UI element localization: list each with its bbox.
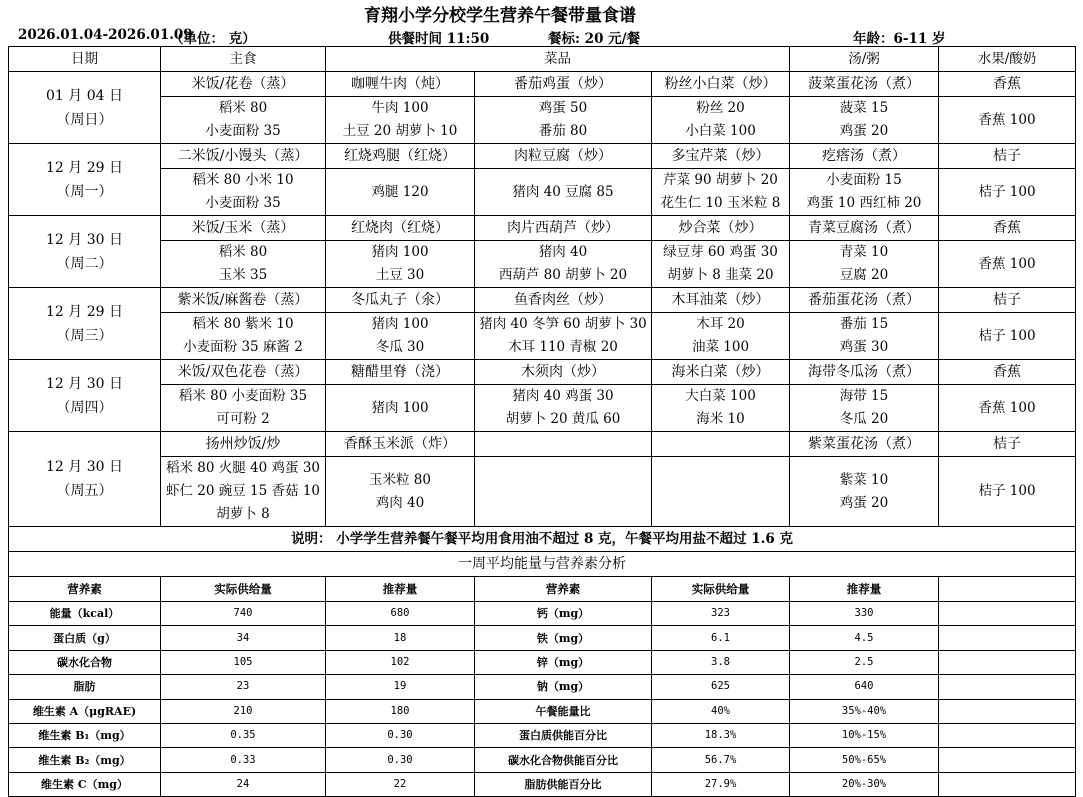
staple-name: 二米饭/小馒头（蒸） xyxy=(161,144,326,169)
nutrient-name: 维生素 B₂（mg） xyxy=(9,748,161,772)
dish-name: 木耳油菜（炒） xyxy=(652,288,790,313)
ingredient-line: 西葫芦 80 胡萝卜 20 xyxy=(498,267,628,283)
nutrition-value: 323 xyxy=(652,602,790,626)
dish-ingredients xyxy=(475,313,652,360)
dish-name: 番茄鸡蛋（炒） xyxy=(475,72,652,97)
ingredient-line: 番茄 80 xyxy=(538,123,588,139)
note-text: 说明： 小学学生营养餐午餐平均用食用油不超过 8 克，午餐平均用盐不超过 1.6 克 xyxy=(9,527,1076,552)
dish-name xyxy=(652,432,790,457)
ingredient-line: 油菜 100 xyxy=(691,339,750,355)
dish-name: 木须肉（炒） xyxy=(475,360,652,385)
nutrient-name: 脂肪供能百分比 xyxy=(475,772,652,796)
dish-name: 肉粒豆腐（炒） xyxy=(475,144,652,169)
dish-ingredients xyxy=(326,385,475,432)
ingredient-line: 稻米 80 紫米 10 xyxy=(192,316,294,332)
ingredient-line: 稻米 80 小麦面粉 35 xyxy=(178,388,308,404)
ingredient-line: 花生仁 10 玉米粒 8 xyxy=(660,195,781,211)
ingredient-line: 番茄 15 xyxy=(839,316,889,332)
age-range: 年龄：6-11 岁 xyxy=(853,31,946,47)
day-cell xyxy=(9,432,161,527)
nutrition-value: 50%-65% xyxy=(790,748,939,772)
ingredient-line: 玉米 35 xyxy=(218,267,268,283)
ingredient-line: 桔子 100 xyxy=(978,483,1036,499)
ingredient-line: 大白菜 100 xyxy=(685,388,756,404)
nutrition-header: 营养素 xyxy=(475,577,652,602)
empty-cell xyxy=(939,748,1076,772)
day-date: 12 月 29 日 xyxy=(46,303,123,320)
dish-name: 海米白菜（炒） xyxy=(652,360,790,385)
ingredient-line: 香蕉 100 xyxy=(978,255,1036,272)
dish-ingredients xyxy=(475,385,652,432)
ingredient-line: 紫菜 10 xyxy=(839,471,889,488)
ingredient-line: 胡萝卜 8 xyxy=(216,506,270,522)
ingredient-line: 可可粉 2 xyxy=(216,411,270,427)
nutrition-value: 20%-30% xyxy=(790,772,939,796)
fruit-ingredients xyxy=(939,313,1076,360)
soup-name: 番茄蛋花汤（煮） xyxy=(790,288,939,313)
empty-cell xyxy=(939,650,1076,674)
ingredient-line: 稻米 80 xyxy=(218,244,268,260)
nutrient-name: 维生素 B₁（mg） xyxy=(9,723,161,747)
nutrition-header: 实际供给量 xyxy=(652,577,790,602)
dish-name: 冬瓜丸子（氽） xyxy=(326,288,475,313)
nutrition-value: 105 xyxy=(161,650,326,674)
nutrient-name: 维生素 A（μgRAE) xyxy=(9,699,161,723)
ingredient-line: 猪肉 100 xyxy=(371,399,429,416)
ingredient-line: 土豆 30 xyxy=(375,267,425,283)
soup-ingredients xyxy=(790,313,939,360)
menu-table xyxy=(8,46,1076,797)
nutrition-value: 102 xyxy=(326,650,475,674)
nutrition-value: 3.8 xyxy=(652,650,790,674)
dish-name: 多宝芹菜（炒） xyxy=(652,144,790,169)
dish-ingredients xyxy=(475,241,652,288)
day-cell xyxy=(9,72,161,144)
soup-name: 疙瘩汤（煮） xyxy=(790,144,939,169)
nutrition-value: 23 xyxy=(161,675,326,699)
dish-ingredients xyxy=(326,457,475,527)
dish-ingredients xyxy=(652,457,790,527)
nutrition-value: 0.35 xyxy=(161,723,326,747)
soup-ingredients xyxy=(790,241,939,288)
ingredient-line: 玉米粒 80 xyxy=(369,471,431,488)
fruit-name: 香蕉 xyxy=(939,216,1076,241)
staple-ingredients xyxy=(161,457,326,527)
empty-cell xyxy=(939,602,1076,626)
soup-name: 青菜豆腐汤（煮） xyxy=(790,216,939,241)
ingredient-line: 冬瓜 20 xyxy=(839,411,889,427)
dish-name: 红烧肉（红烧） xyxy=(326,216,475,241)
day-weekday: （周四） xyxy=(56,399,113,416)
ingredient-line: 鸡蛋 50 xyxy=(538,100,588,116)
nutrient-name: 碳水化合物 xyxy=(9,650,161,674)
ingredient-line: 木耳 110 青椒 20 xyxy=(508,339,618,355)
nutrient-name: 钙（mg） xyxy=(475,602,652,626)
ingredient-line: 鸡肉 40 xyxy=(375,494,425,511)
dish-ingredients xyxy=(652,313,790,360)
nutrition-value: 0.30 xyxy=(326,723,475,747)
ingredient-line: 海米 10 xyxy=(696,411,745,427)
dish-name: 鱼香肉丝（炒） xyxy=(475,288,652,313)
header-soup: 汤/粥 xyxy=(790,47,939,72)
dish-ingredients xyxy=(652,385,790,432)
dish-name: 肉片西葫芦（炒） xyxy=(475,216,652,241)
ingredient-line: 青菜 10 xyxy=(839,244,889,260)
dish-name: 糖醋里脊（浇） xyxy=(326,360,475,385)
ingredient-line: 海带 15 xyxy=(839,388,889,404)
ingredient-line: 小麦面粉 35 xyxy=(205,123,281,139)
dish-ingredients xyxy=(326,169,475,216)
ingredient-line: 豆腐 20 xyxy=(839,267,889,283)
header-staple: 主食 xyxy=(161,47,326,72)
day-weekday: （周一） xyxy=(56,183,113,200)
nutrition-value: 35%-40% xyxy=(790,699,939,723)
ingredient-line: 牛肉 100 xyxy=(371,100,429,116)
dish-name: 炒合菜（炒） xyxy=(652,216,790,241)
ingredient-line: 小白菜 100 xyxy=(685,123,756,139)
dish-name xyxy=(475,432,652,457)
soup-ingredients xyxy=(790,457,939,527)
empty-cell xyxy=(939,772,1076,796)
ingredient-line: 鸡蛋 30 xyxy=(839,339,889,355)
nutrition-value: 0.33 xyxy=(161,748,326,772)
fruit-name: 香蕉 xyxy=(939,360,1076,385)
dish-name: 咖喱牛肉（炖） xyxy=(326,72,475,97)
staple-name: 紫米饭/麻酱卷（蒸） xyxy=(161,288,326,313)
fruit-name: 香蕉 xyxy=(939,72,1076,97)
nutrition-value: 640 xyxy=(790,675,939,699)
empty-cell xyxy=(939,675,1076,699)
staple-ingredients xyxy=(161,313,326,360)
nutrition-value: 180 xyxy=(326,699,475,723)
nutrition-value: 56.7% xyxy=(652,748,790,772)
nutrition-header: 实际供给量 xyxy=(161,577,326,602)
nutrition-value: 740 xyxy=(161,602,326,626)
ingredient-line: 菠菜 15 xyxy=(839,100,889,116)
page-title: 育翔小学分校学生营养午餐带量食谱 xyxy=(364,6,636,26)
fruit-name: 桔子 xyxy=(939,144,1076,169)
ingredient-line: 木耳 20 xyxy=(696,316,745,332)
ingredient-line: 桔子 100 xyxy=(978,183,1036,200)
nutrition-title: 一周平均能量与营养素分析 xyxy=(9,552,1076,577)
nutrition-value: 19 xyxy=(326,675,475,699)
dish-ingredients xyxy=(475,169,652,216)
staple-name: 米饭/玉米（蒸） xyxy=(161,216,326,241)
ingredient-line: 绿豆芽 60 鸡蛋 30 xyxy=(663,244,778,260)
staple-name: 扬州炒饭/炒 xyxy=(161,432,326,457)
soup-ingredients xyxy=(790,97,939,144)
ingredient-line: 小麦面粉 35 麻酱 2 xyxy=(183,339,303,355)
dish-ingredients xyxy=(652,169,790,216)
staple-name: 米饭/花卷（蒸） xyxy=(161,72,326,97)
nutrition-value: 6.1 xyxy=(652,626,790,650)
nutrition-value: 4.5 xyxy=(790,626,939,650)
nutrient-name: 维生素 C（mg） xyxy=(9,772,161,796)
ingredient-line: 鸡蛋 10 西红柿 20 xyxy=(806,195,922,211)
fruit-ingredients xyxy=(939,169,1076,216)
ingredient-line: 芹菜 90 胡萝卜 20 xyxy=(663,172,778,188)
nutrient-name: 钠（mg） xyxy=(475,675,652,699)
nutrition-value: 40% xyxy=(652,699,790,723)
meal-standard: 餐标: 20 元/餐 xyxy=(548,31,641,47)
date-range: 2026.01.04-2026.01.09 xyxy=(18,27,193,43)
ingredient-line: 胡萝卜 20 黄瓜 60 xyxy=(505,411,621,427)
day-date: 12 月 29 日 xyxy=(46,159,123,176)
nutrition-value: 210 xyxy=(161,699,326,723)
day-weekday: （周三） xyxy=(56,327,113,344)
nutrient-name: 蛋白质供能百分比 xyxy=(475,723,652,747)
ingredient-line: 小麦面粉 15 xyxy=(826,172,902,188)
nutrition-value: 2.5 xyxy=(790,650,939,674)
nutrient-name: 午餐能量比 xyxy=(475,699,652,723)
day-date: 12 月 30 日 xyxy=(46,375,123,392)
fruit-ingredients xyxy=(939,97,1076,144)
ingredient-line: 猪肉 100 xyxy=(371,316,429,332)
staple-ingredients xyxy=(161,169,326,216)
day-weekday: （周二） xyxy=(56,255,113,272)
nutrition-value: 10%-15% xyxy=(790,723,939,747)
fruit-ingredients xyxy=(939,457,1076,527)
ingredient-line: 猪肉 40 豆腐 85 xyxy=(512,183,614,200)
dish-name: 香酥玉米派（炸） xyxy=(326,432,475,457)
dish-ingredients xyxy=(326,97,475,144)
fruit-name: 桔子 xyxy=(939,288,1076,313)
soup-ingredients xyxy=(790,169,939,216)
empty-cell xyxy=(939,723,1076,747)
day-date: 12 月 30 日 xyxy=(46,231,123,248)
serve-time: 供餐时间 11:50 xyxy=(388,31,490,47)
staple-ingredients xyxy=(161,241,326,288)
nutrient-name: 脂肪 xyxy=(9,675,161,699)
nutrient-name: 碳水化合物供能百分比 xyxy=(475,748,652,772)
fruit-ingredients xyxy=(939,385,1076,432)
day-date: 01 月 04 日 xyxy=(46,87,123,104)
nutrition-value: 18 xyxy=(326,626,475,650)
ingredient-line: 猪肉 100 xyxy=(371,244,429,260)
ingredient-line: 胡萝卜 8 韭菜 20 xyxy=(667,267,774,283)
day-cell xyxy=(9,144,161,216)
ingredient-line: 冬瓜 30 xyxy=(375,339,425,355)
day-cell xyxy=(9,360,161,432)
nutrient-name: 锌（mg） xyxy=(475,650,652,674)
dish-name: 粉丝小白菜（炒） xyxy=(652,72,790,97)
ingredient-line: 粉丝 20 xyxy=(696,100,745,116)
nutrition-value: 18.3% xyxy=(652,723,790,747)
header-date: 日期 xyxy=(9,47,161,72)
ingredient-line: 香蕉 100 xyxy=(978,111,1036,128)
ingredient-line: 小麦面粉 35 xyxy=(205,195,281,211)
ingredient-line: 鸡蛋 20 xyxy=(839,123,889,139)
dish-ingredients xyxy=(326,313,475,360)
fruit-name: 桔子 xyxy=(939,432,1076,457)
empty-cell xyxy=(939,626,1076,650)
nutrition-header: 营养素 xyxy=(9,577,161,602)
day-weekday: （周五） xyxy=(56,483,113,499)
dish-ingredients xyxy=(652,97,790,144)
day-date: 12 月 30 日 xyxy=(46,459,123,475)
ingredient-line: 土豆 20 胡萝卜 10 xyxy=(342,123,458,139)
empty-cell xyxy=(939,699,1076,723)
soup-name: 菠菜蛋花汤（煮） xyxy=(790,72,939,97)
ingredient-line: 稻米 80 小米 10 xyxy=(192,172,294,188)
day-cell xyxy=(9,288,161,360)
ingredient-line: 猪肉 40 鸡蛋 30 xyxy=(512,388,614,404)
nutrition-header: 推荐量 xyxy=(790,577,939,602)
ingredient-line: 鸡蛋 20 xyxy=(839,494,889,511)
day-weekday: （周日） xyxy=(56,111,113,128)
nutrient-name: 蛋白质（g） xyxy=(9,626,161,650)
soup-ingredients xyxy=(790,385,939,432)
dish-ingredients xyxy=(652,241,790,288)
dish-ingredients xyxy=(475,97,652,144)
nutrition-value: 27.9% xyxy=(652,772,790,796)
header-fruit: 水果/酸奶 xyxy=(939,47,1076,72)
nutrient-name: 铁（mg） xyxy=(475,626,652,650)
dish-ingredients xyxy=(475,457,652,527)
empty-cell xyxy=(939,577,1076,602)
nutrition-header: 推荐量 xyxy=(326,577,475,602)
ingredient-line: 猪肉 40 xyxy=(538,244,588,260)
ingredient-line: 桔子 100 xyxy=(978,327,1036,344)
ingredient-line: 稻米 80 火腿 40 鸡蛋 30 xyxy=(166,460,320,476)
day-cell xyxy=(9,216,161,288)
fruit-ingredients xyxy=(939,241,1076,288)
unit-label: （单位： 克） xyxy=(170,31,256,47)
nutrition-value: 34 xyxy=(161,626,326,650)
dish-ingredients xyxy=(326,241,475,288)
dish-name: 红烧鸡腿（红烧） xyxy=(326,144,475,169)
ingredient-line: 鸡腿 120 xyxy=(371,183,429,200)
nutrition-value: 625 xyxy=(652,675,790,699)
nutrient-name: 能量（kcal） xyxy=(9,602,161,626)
soup-name: 紫菜蛋花汤（煮） xyxy=(790,432,939,457)
nutrition-value: 24 xyxy=(161,772,326,796)
staple-ingredients xyxy=(161,385,326,432)
nutrition-value: 680 xyxy=(326,602,475,626)
ingredient-line: 稻米 80 xyxy=(218,100,268,116)
nutrition-value: 22 xyxy=(326,772,475,796)
soup-name: 海带冬瓜汤（煮） xyxy=(790,360,939,385)
ingredient-line: 虾仁 20 豌豆 15 香菇 10 xyxy=(166,483,320,499)
nutrition-value: 0.30 xyxy=(326,748,475,772)
nutrition-value: 330 xyxy=(790,602,939,626)
ingredient-line: 猪肉 40 冬笋 60 胡萝卜 30 xyxy=(479,316,647,332)
staple-name: 米饭/双色花卷（蒸） xyxy=(161,360,326,385)
header-dishes: 菜品 xyxy=(326,47,790,72)
ingredient-line: 香蕉 100 xyxy=(978,399,1036,416)
staple-ingredients xyxy=(161,97,326,144)
